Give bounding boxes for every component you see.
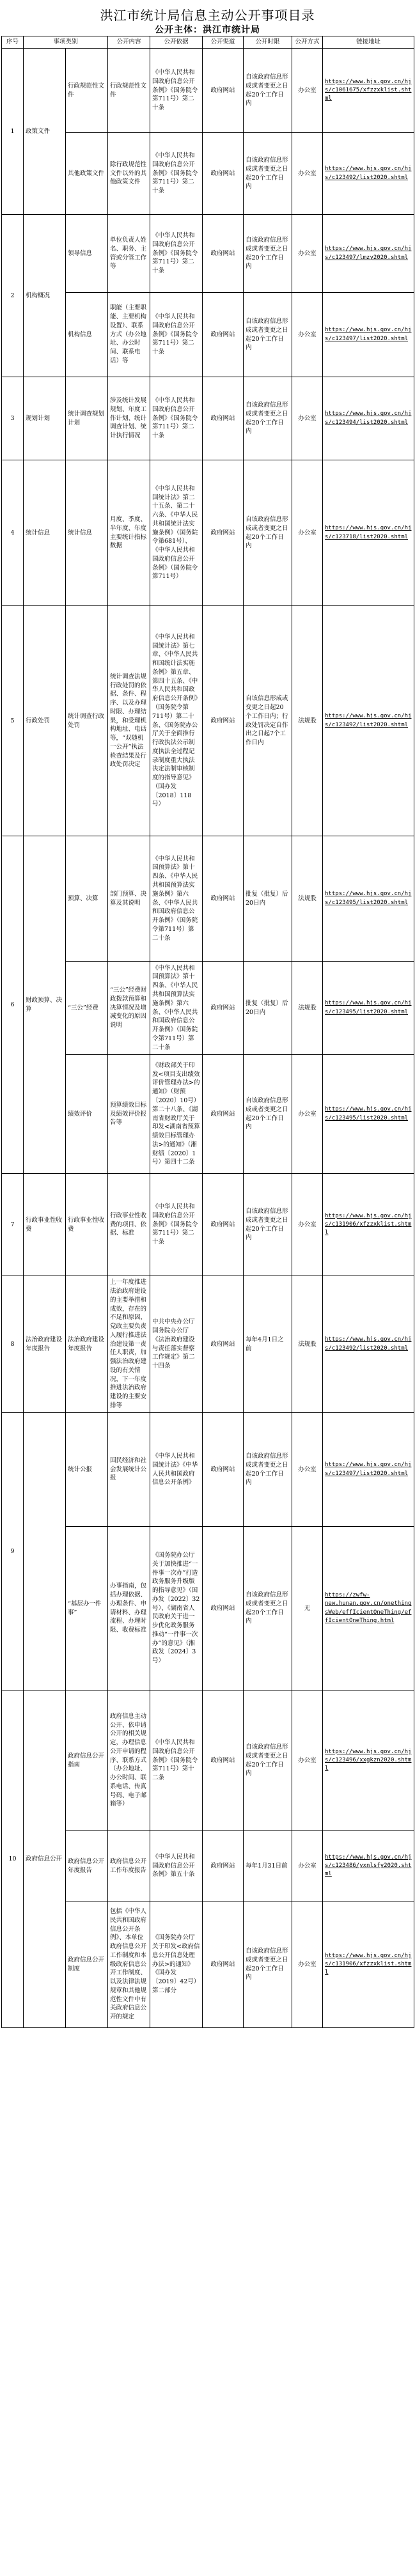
link-cell[interactable]: https://www.hjs.gov.cn/hjs/c123486/yxnlsfy2020.shtml (323, 1831, 414, 1901)
table-row (2, 215, 414, 293)
row-number: 2 (2, 215, 24, 377)
channel-cell: 政府网站 (203, 133, 244, 215)
basis-cell: 《中华人民共和国政府信息公开条例》《国务院令第711号）第二十条 (150, 215, 203, 293)
mode-cell: 办公室 (292, 377, 323, 460)
content-cell: 统计调查法规行政处罚的依据、条件、程序、以及办理时限、办理结果，和受理机构地址、电话等，“双随机一公开”执法检查结果及行政处罚决定 (108, 606, 150, 836)
mode-cell: 法规股 (292, 836, 323, 962)
table-row (2, 377, 414, 460)
basis-cell: 《中华人民共和国政府信息公开条例》《国务院令第711号）第十二条 (150, 1690, 203, 1831)
link-cell[interactable]: https://www.hjs.gov.cn/hjs/c123494/list2020.shtml (323, 377, 414, 460)
basis-cell: 《中华人民共和国政府信息公开条例》《国务院令第711号）第二十条 (150, 49, 203, 133)
table-row (2, 460, 414, 606)
link-cell[interactable]: https://zwfw-new.hunan.gov.cn/onethingsWeb/effIcientOneThing/effIcientOneThing.html (323, 1527, 414, 1690)
link-cell[interactable]: https://www.hjs.gov.cn/hjs/c123497/list2020.shtml (323, 293, 414, 377)
table-row (2, 1690, 414, 1831)
mode-cell: 法规股 (292, 1276, 323, 1413)
subcategory-cell: 统计调查行政处罚 (66, 606, 108, 836)
content-cell: 单位负责人姓名、职务、主管或分管工作等 (108, 215, 150, 293)
row-number: 1 (2, 49, 24, 215)
header-no: 序号 (2, 36, 24, 49)
row-number: 5 (2, 606, 24, 836)
link-cell[interactable]: https://www.hjs.gov.cn/hjs/c131906/xfzzxklist.shtml (323, 1901, 414, 2028)
basis-cell: 《国务院办公厅关于加快推进“一件事一次办”打造政务服务升级版的指导意见》（国办发〔2022〕32号）、《湖南省人民政府关于进一步优化政务服务推动“一件事一次办”的意见》（湘政发〔2024〕3号） (150, 1527, 203, 1690)
channel-cell: 政府网站 (203, 1831, 244, 1901)
basis-cell: 《中华人民共和国政府信息公开条例》第五十条 (150, 1831, 203, 1901)
channel-cell: 政府网站 (203, 49, 244, 133)
link-cell[interactable]: https://www.hjs.gov.cn/hjs/c123718/list2020.shtml (323, 460, 414, 606)
link-cell[interactable]: https://www.hjs.gov.cn/hjs/c123492/list2020.shtml (323, 606, 414, 836)
table-row (2, 1413, 414, 1527)
subcategory-cell: 政府信息公开指南 (66, 1690, 108, 1831)
subcategory-cell: 预算、决算 (66, 836, 108, 962)
basis-cell: 《中华人民共和国政府信息公开条例》《国务院令第711号）第二十条 (150, 377, 203, 460)
channel-cell: 政府网站 (203, 1174, 244, 1276)
catalog-table (1, 36, 414, 2028)
basis-cell: 《中华人民共和国统计法》第二十五条、第二十六条、《中华人民共和国统计法实施条例》（国务院令第681号）、《中华人民共和国政府信息公开条例》（国务院令第711号） (150, 460, 203, 606)
time-cell: 自该政府信息形成或者变更之日起20个工作日内 (244, 1690, 292, 1831)
channel-cell: 政府网站 (203, 836, 244, 962)
time-cell: 自该政府信息形成或者变更之日起20个工作日内 (244, 377, 292, 460)
row-number: 9 (2, 1413, 24, 1690)
subcategory-cell: 统计调查规划计划 (66, 377, 108, 460)
category-cell: 政策文件 (24, 49, 66, 215)
category-cell (24, 1413, 66, 1690)
basis-cell: 《中华人民共和国政府信息公开条例》《国务院令第711号）第二十条 (150, 293, 203, 377)
mode-cell: 办公室 (292, 1055, 323, 1174)
category-cell: 法治政府建设年度报告 (24, 1276, 66, 1413)
subcategory-cell: 政府信息公开制度 (66, 1901, 108, 2028)
table-row (2, 1174, 414, 1276)
header-row (2, 36, 414, 49)
mode-cell: 无 (292, 1527, 323, 1690)
basis-cell: 《中华人民共和国政府信息公开条例》《国务院令第711号）第二十条 (150, 1174, 203, 1276)
time-cell: 自该政府信息形成或者变更之日起20个工作日内 (244, 215, 292, 293)
basis-cell: 中共中央办公厅 国务院办公厅《法治政府建设与责任落实督察工作规定》第二十四条 (150, 1276, 203, 1413)
mode-cell: 办公室 (292, 49, 323, 133)
header-content: 公开内容 (108, 36, 150, 49)
content-cell: 行政规范性文件 (108, 49, 150, 133)
channel-cell: 政府网站 (203, 1276, 244, 1413)
content-cell: 除行政规范性文件以外的其他政策文件 (108, 133, 150, 215)
catalog-body (2, 49, 414, 2028)
time-cell: 自该政府信息形成或者变更之日起20个工作日内 (244, 1174, 292, 1276)
mode-cell: 办公室 (292, 1690, 323, 1831)
link-cell[interactable]: https://www.hjs.gov.cn/hjs/c123495/list2020.shtml (323, 836, 414, 962)
content-cell: “三公”经费财政拨款预算和决算情况及增减变化的原因说明 (108, 962, 150, 1055)
row-number: 10 (2, 1690, 24, 2028)
time-cell: 自该政府信息形成或者变更之日起20个工作日内 (244, 1055, 292, 1174)
content-cell: 行政事业性收费的项目、依据、标准 (108, 1174, 150, 1276)
content-cell: 部门预算、决算及其说明 (108, 836, 150, 962)
link-cell[interactable]: https://www.hjs.gov.cn/hjs/c123492/list2020.shtml (323, 1276, 414, 1413)
content-cell: 政府信息公开工作年度报告 (108, 1831, 150, 1901)
time-cell: 每年4月1日之前 (244, 1276, 292, 1413)
channel-cell: 政府网站 (203, 1413, 244, 1527)
mode-cell: 办公室 (292, 133, 323, 215)
category-cell: 行政事业性收费 (24, 1174, 66, 1276)
mode-cell: 办公室 (292, 1413, 323, 1527)
row-number: 6 (2, 836, 24, 1174)
link-cell[interactable]: https://www.hjs.gov.cn/hjs/c123495/list2020.shtml (323, 962, 414, 1055)
channel-cell: 政府网站 (203, 460, 244, 606)
header-category: 事项类别 (24, 36, 108, 49)
channel-cell: 政府网站 (203, 962, 244, 1055)
channel-cell: 政府网站 (203, 1055, 244, 1174)
subcategory-cell: 行政规范性文件 (66, 49, 108, 133)
row-number: 3 (2, 377, 24, 460)
mode-cell: 办公室 (292, 1901, 323, 2028)
basis-cell: 《中华人民共和国统计法》《中华人民共和国政府信息公开条例》 (150, 1413, 203, 1527)
basis-cell: 《中华人民共和国预算法》第十四条、《中华人民共和国预算法实施条例》第六条、《中华人民共和国政府信息公开条例》（国务院令第711号）第二十条 (150, 836, 203, 962)
content-cell: 包括《中华人民共和国政府信息公开条例》、本单位政府信息公开工作制度和本级政府信息公开工作制度、以及法律法规规章和其他规范性文件中有关政府信息公开的规定 (108, 1901, 150, 2028)
mode-cell: 法规股 (292, 606, 323, 836)
subcategory-cell: “基层办一件事” (66, 1527, 108, 1690)
time-cell: 自该政府信息形成或者变更之日起20个工作日内 (244, 49, 292, 133)
link-cell[interactable]: https://www.hjs.gov.cn/hjs/c123497/list2020.shtml (323, 1413, 414, 1527)
content-cell: 涉及统计发展规划、年度工作计划、统计调查计划、统计执行情况 (108, 377, 150, 460)
channel-cell: 政府网站 (203, 377, 244, 460)
header-time: 公开时限 (244, 36, 292, 49)
basis-cell: 《财政部关于印发<项目支出绩效评价管理办法>的通知》（财预〔2020〕10号）第二十八条、《湖南省财政厅关于印发<湖南省预算绩效目标管理办法>的通知》（湘财绩〔2020〕1号）第四十二条 (150, 1055, 203, 1174)
table-row (2, 1276, 414, 1413)
page-subtitle: 公开主体：洪江市统计局 (155, 25, 260, 35)
table-row (2, 49, 414, 133)
page-title: 洪江市统计局信息主动公开事项目录 (100, 8, 315, 23)
basis-cell: 《中华人民共和国预算法》第十四条、《中华人民共和国预算法实施条例》第六条、《中华人民共和国政府信息公开条例》（国务院令第711号）第二十条 (150, 962, 203, 1055)
link-cell[interactable]: https://www.hjs.gov.cn/hjs/c131906/xfzzxklist.shtml (323, 1174, 414, 1276)
header-basis: 公开依据 (150, 36, 203, 49)
link-cell[interactable]: https://www.hjs.gov.cn/hjs/c123492/list2020.shtml (323, 133, 414, 215)
link-cell[interactable]: https://www.hjs.gov.cn/hjs/c123496/xxgkzn2020.shtml (323, 1690, 414, 1831)
subcategory-cell: 领导信息 (66, 215, 108, 293)
subcategory-cell: “三公”经费 (66, 962, 108, 1055)
subcategory-cell: 统计信息 (66, 460, 108, 606)
time-cell: 批复（批复）后20日内 (244, 836, 292, 962)
content-cell: 预算绩效目标及绩效评价报告等 (108, 1055, 150, 1174)
row-number: 8 (2, 1276, 24, 1413)
channel-cell: 政府网站 (203, 1901, 244, 2028)
subcategory-cell: 行政事业性收费 (66, 1174, 108, 1276)
mode-cell: 办公室 (292, 1831, 323, 1901)
subcategory-cell: 绩效评价 (66, 1055, 108, 1174)
subcategory-cell: 政府信息公开年度报告 (66, 1831, 108, 1901)
content-cell: 职能（主要职能、主要机构设置）、联系方式（办公地址、办公时间、联系电话）等 (108, 293, 150, 377)
time-cell: 自该政府信息形成或者变更之日起20个工作日内 (244, 1413, 292, 1527)
subcategory-cell: 其他政策文件 (66, 133, 108, 215)
channel-cell: 政府网站 (203, 293, 244, 377)
time-cell: 每年1月31日前 (244, 1831, 292, 1901)
channel-cell: 政府网站 (203, 1527, 244, 1690)
mode-cell: 办公室 (292, 293, 323, 377)
content-cell: 办事指南，包括办理依据、办理条件、申请材料、办理流程、办理时限、收费标准 (108, 1527, 150, 1690)
channel-cell: 政府网站 (203, 215, 244, 293)
content-cell: 国民经济和社会发展统计公报 (108, 1413, 150, 1527)
time-cell: 自该政府信息形成或者变更之日起20个工作日内 (244, 293, 292, 377)
basis-cell: 《中华人民共和国统计法》第七章、《中华人民共和国统计法实施条例》第五章、第四十五条、《中华人民共和国政府信息公开条例》（国务院令第711号）第二十条、《国务院办公厅关于全面推行行政执法公示制度执法全过程记录制度重大执法决定法制审核制度的指导意见》（国办发〔2018〕118号） (150, 606, 203, 836)
category-cell: 规划计划 (24, 377, 66, 460)
mode-cell: 法规股 (292, 962, 323, 1055)
row-number: 4 (2, 460, 24, 606)
link-cell[interactable]: https://www.hjs.gov.cn/hjs/c123497/lmzy2020.shtml (323, 215, 414, 293)
time-cell: 批复（批复）后20日内 (244, 962, 292, 1055)
subcategory-cell: 统计公报 (66, 1413, 108, 1527)
category-cell: 行政处罚 (24, 606, 66, 836)
category-cell: 机构概况 (24, 215, 66, 377)
mode-cell: 办公室 (292, 1174, 323, 1276)
basis-cell: 《国务院办公厅关于印发<政府信息公开信息处理办法>的通知》《国办发〔2019〕42号）第二部分 (150, 1901, 203, 2028)
basis-cell: 《中华人民共和国政府信息公开条例》《国务院令第711号）第二十条 (150, 133, 203, 215)
time-cell: 自该政府信息形成或者变更之日起20个工作日内 (244, 460, 292, 606)
subcategory-cell: 法治政府建设年度报告 (66, 1276, 108, 1413)
table-row (2, 606, 414, 836)
time-cell: 自该政府信息形成或者变更之日起20个工作日内 (244, 133, 292, 215)
category-cell: 财政预算、决算 (24, 836, 66, 1174)
content-cell: 上一年度推进法治政府建设的主要举措和成效，存在的不足和原因，党政主要负责人履行推进法治建设第一责任人职责，加强法治政府建设的有关情况，下一年度推进法治政府建设的主要安排等 (108, 1276, 150, 1413)
channel-cell: 政府网站 (203, 606, 244, 836)
header-link: 链接地址 (323, 36, 414, 49)
subcategory-cell: 机构信息 (66, 293, 108, 377)
time-cell: 自该政府信息形成或者变更之日起20个工作日内 (244, 1901, 292, 2028)
category-cell: 政府信息公开 (24, 1690, 66, 2028)
channel-cell: 政府网站 (203, 1690, 244, 1831)
content-cell: 月度、季度、半年度、年度主要统计指标数据 (108, 460, 150, 606)
table-row (2, 836, 414, 962)
category-cell: 统计信息 (24, 460, 66, 606)
header-channel: 公开渠道 (203, 36, 244, 49)
link-cell[interactable]: https://www.hjs.gov.cn/hjs/c123495/list2020.shtml (323, 1055, 414, 1174)
header-mode: 公开方式 (292, 36, 323, 49)
mode-cell: 办公室 (292, 215, 323, 293)
time-cell: 自该信息形成或变更之日起20个工作日内；行政处罚决定自作出之日起7个工作日内 (244, 606, 292, 836)
mode-cell: 办公室 (292, 460, 323, 606)
content-cell: 政府信息主动公开、依申请公开的相关规定，办理信息公开申请的程序、联系方式（办公地址、办公时间、联系电话、传真号码、电子邮箱等） (108, 1690, 150, 1831)
link-cell[interactable]: https://www.hjs.gov.cn/hjs/c1061675/xfzzxklist.shtml (323, 49, 414, 133)
row-number: 7 (2, 1174, 24, 1276)
time-cell: 自该政府信息形成或者变更之日起20个工作日内 (244, 1527, 292, 1690)
